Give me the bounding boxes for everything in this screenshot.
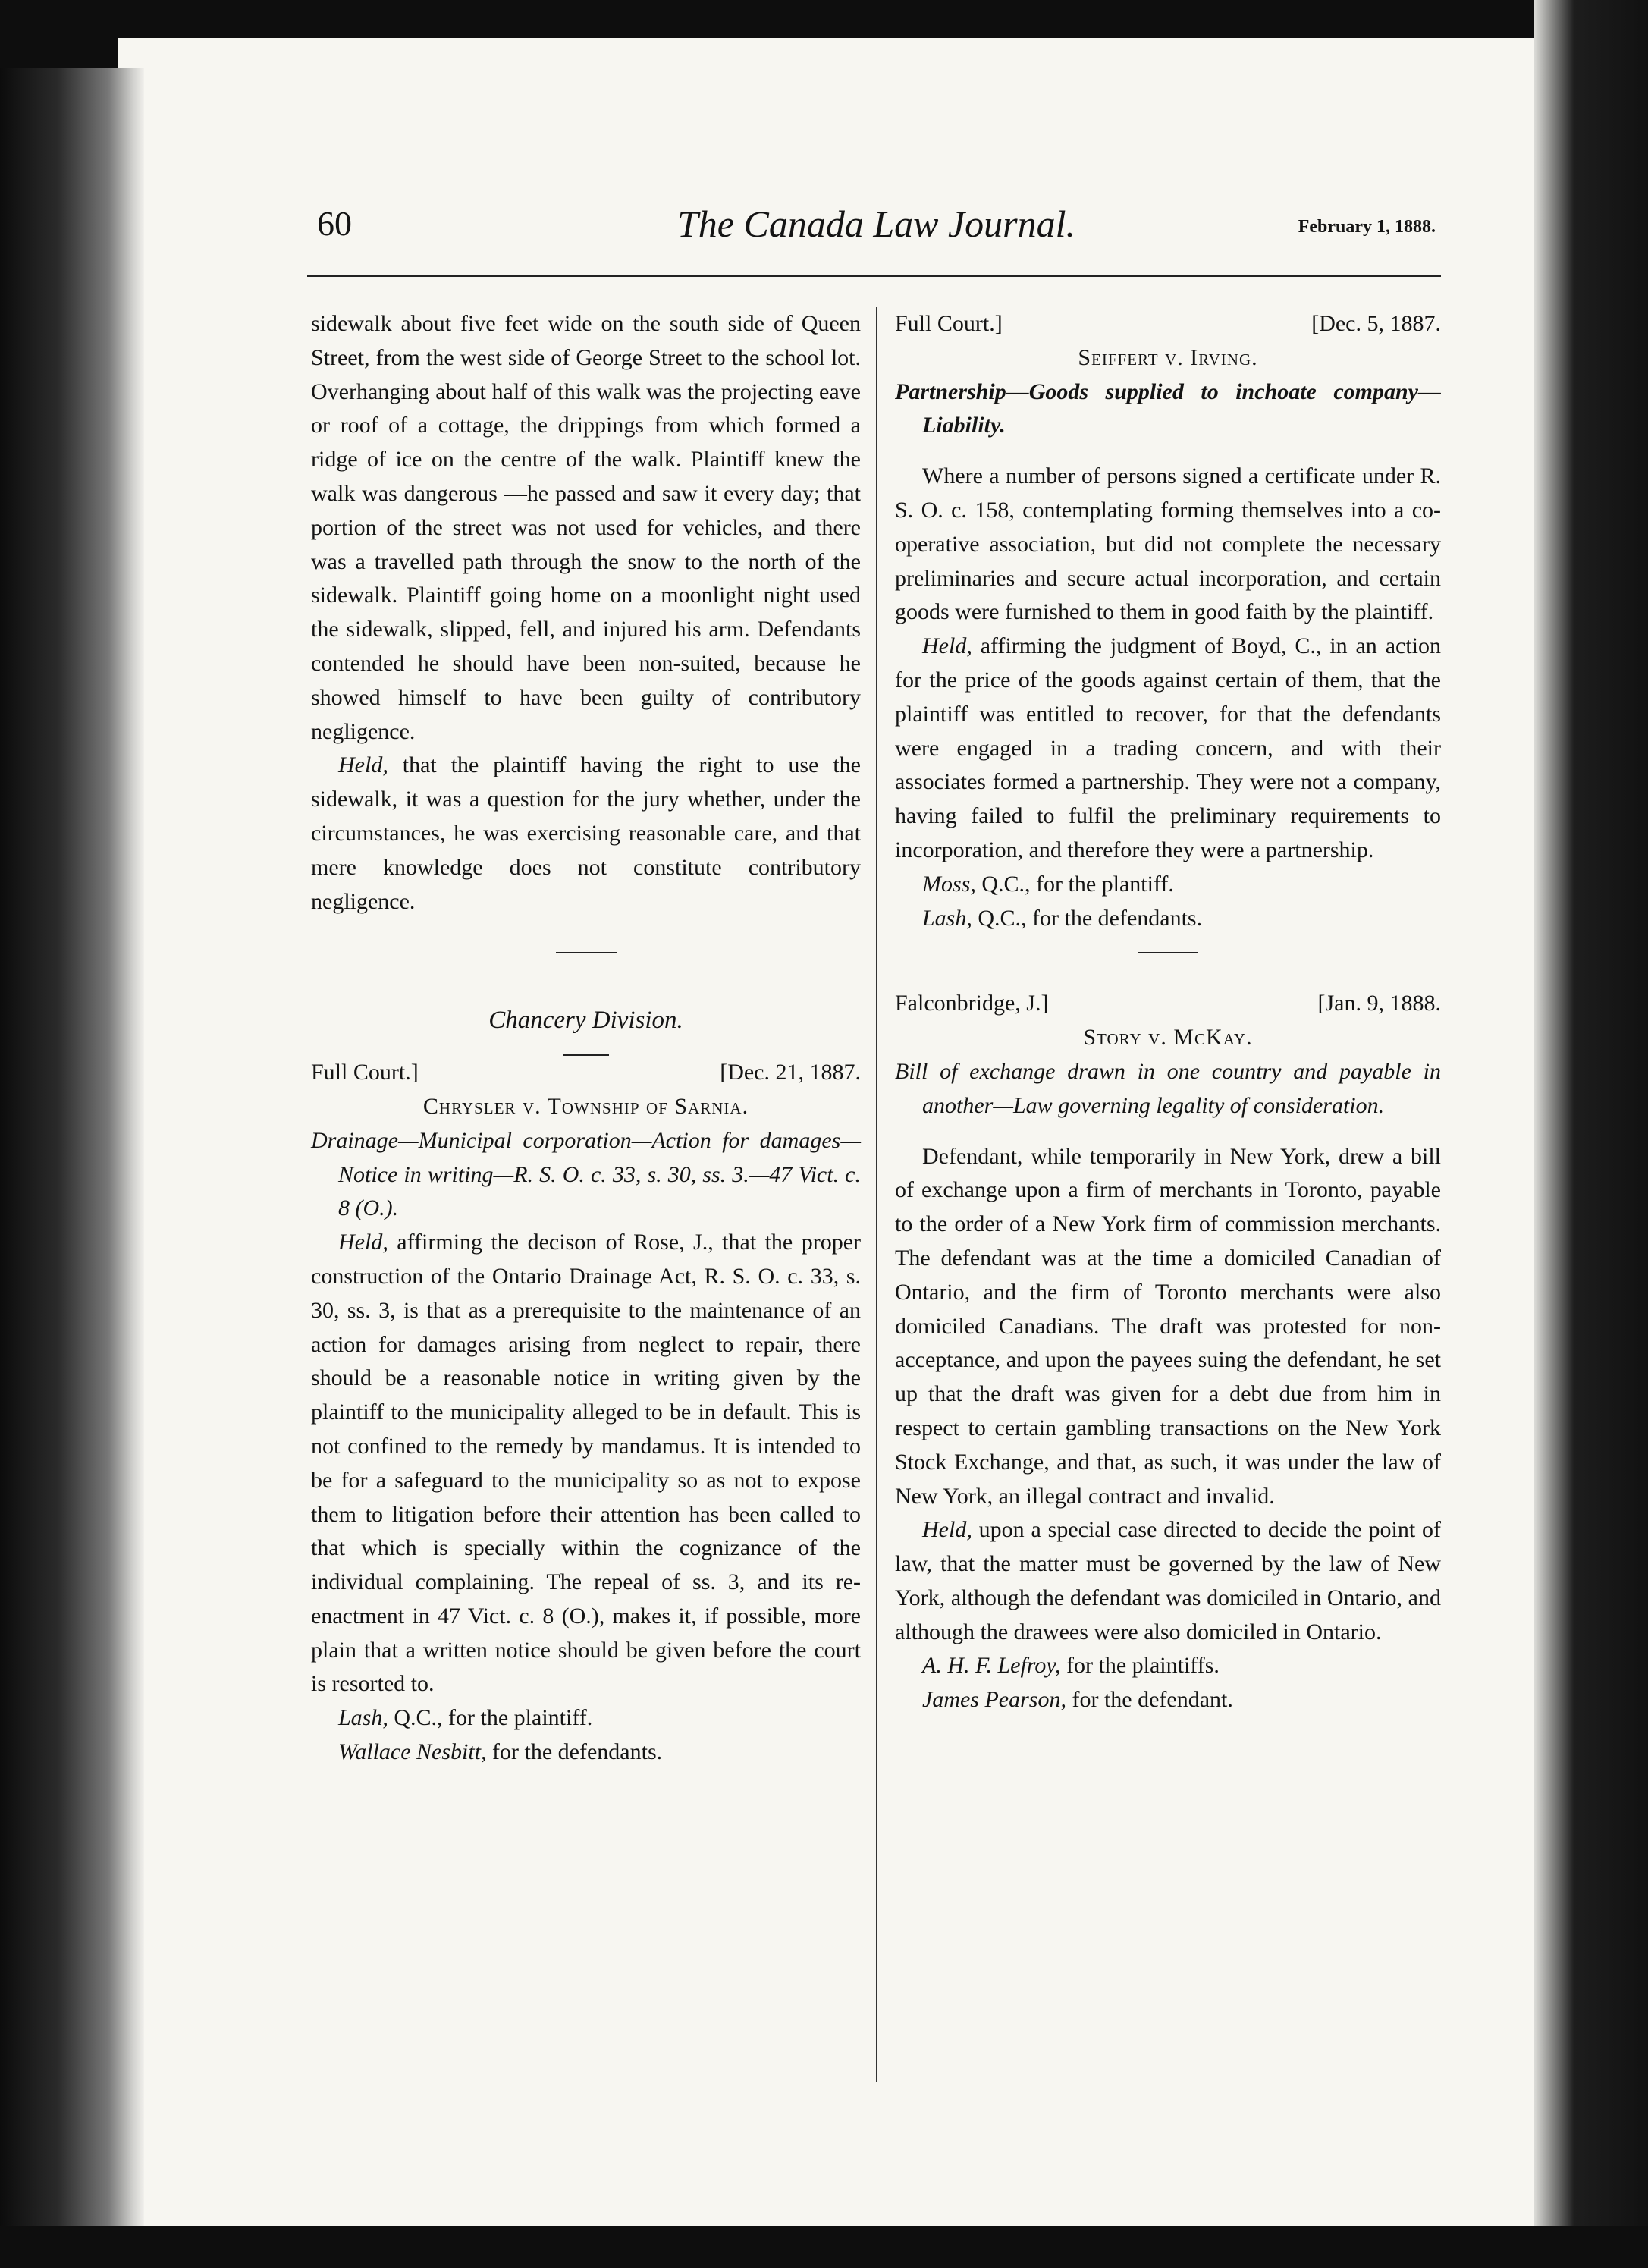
- court-name: Full Court.]: [895, 311, 1003, 336]
- held-label: Held,: [338, 1230, 388, 1255]
- held-label: Held,: [338, 752, 388, 778]
- counsel-name: Lash,: [922, 905, 972, 931]
- court-name: Full Court.]: [311, 1060, 419, 1085]
- counsel-name: Lash,: [338, 1705, 388, 1731]
- page-number: 60: [317, 204, 352, 243]
- scan-right-edge: [1534, 0, 1648, 2268]
- counsel-line: [895, 1649, 1441, 1683]
- case-title: Story v. McKay.: [1083, 1025, 1253, 1051]
- court-line: [311, 1056, 861, 1090]
- column-divider: [876, 307, 877, 2082]
- counsel-role: for the plaintiffs.: [1060, 1653, 1220, 1679]
- judgment-text: upon a special case directed to decide the point of law, that the matter must be governed by the law of New York, although the defendant was domiciled in Ontario, and although the drawees were also domiciled in Ontario.: [895, 1517, 1441, 1644]
- court-date: [Dec. 21, 1887.: [720, 1060, 861, 1085]
- court-line: [895, 307, 1441, 341]
- court-name: Falconbridge, J.]: [895, 991, 1049, 1016]
- scan-bottom-edge: [0, 2226, 1648, 2268]
- running-header: [317, 203, 1436, 256]
- book-spine: [0, 68, 144, 2268]
- held-label: Held,: [922, 633, 972, 659]
- judgment-paragraph: [895, 630, 1441, 868]
- judgment-paragraph: [895, 1513, 1441, 1649]
- left-column: [311, 307, 861, 1770]
- judgment-text: affirming the decison of Rose, J., that the proper construction of the Ontario Drainage Act, R. S. O. c. 33, s. 30, ss. 3, is that as a prerequisite to the maintenance of an action for damages arising from neglect to repair, there should be a reasonable notice in writing given by the plaintiff to the municipality alleged to be in default. This is not confined to the remedy by mandamus. It is intended to be for a safeguard to the municipality so as not to expose them to litigation before their attention has been called to that which is specially within the cognizance of the individual complaining. The repeal of ss. 3, and its re-enactment in 47 Vict. c. 8 (O.), makes it, if possible, more plain that a written notice should be given before the court is resorted to.: [311, 1230, 861, 1697]
- header-rule: [307, 275, 1441, 277]
- division-heading: Chancery Division.: [488, 1007, 683, 1035]
- continued-paragraph: sidewalk about five feet wide on the south side of Queen Street, from the west side of George Street to the school lot. Overhanging about half of this walk was the projecting eave or roof of a cottage, the drippings from which formed a ridge of ice on the centre of the walk. Plaintiff knew the walk was dangerous —he passed and saw it every day; that portion of the street was not used for vehicles, and there was a travelled path through the snow to the north of the sidewalk. Plaintiff going home on a moonlight night used the sidewalk, slipped, fell, and injured his arm. Defendants contended he should have been non-suited, because he showed himself to have been guilty of contributory negligence.: [311, 311, 861, 744]
- headnote: Drainage—Municipal corporation—Action for damages—Notice in writing—R. S. O. c. 33, s. 30, ss. 3.—47 Vict. c. 8 (O.).: [311, 1127, 861, 1221]
- journal-title: The Canada Law Journal.: [676, 203, 1076, 245]
- judgment-paragraph: [311, 1226, 861, 1701]
- counsel-line: [895, 902, 1441, 936]
- held-paragraph: [311, 749, 861, 919]
- counsel-role: Q.C., for the defendants.: [972, 905, 1203, 931]
- facts-paragraph: Defendant, while temporarily in New York, drew a bill of exchange upon a firm of merchants in Toronto, payable to the order of a New York firm of commission merchants. The defendant was at the time a domiciled Canadian of Ontario, and the firm of Toronto merchants were also domiciled Canadians. The draft was protested for non-acceptance, and upon the payees suing the defendant, he set up that the draft was given for a debt due from him in respect to certain gambling transactions on the New York Stock Exchange, and that, as such, it was under the law of New York, an illegal contract and invalid.: [895, 1143, 1441, 1509]
- case-title: Seiffert v. Irving.: [1078, 344, 1258, 370]
- court-date: [Dec. 5, 1887.: [1311, 311, 1441, 336]
- counsel-line: [311, 1701, 861, 1736]
- held-label: Held,: [922, 1517, 972, 1543]
- counsel-line: [895, 1683, 1441, 1717]
- counsel-name: Wallace Nesbitt,: [338, 1739, 487, 1765]
- court-date: [Jan. 9, 1888.: [1317, 991, 1441, 1016]
- court-line: [895, 987, 1441, 1021]
- counsel-line: [895, 868, 1441, 902]
- counsel-name: Moss,: [922, 871, 976, 897]
- counsel-line: [311, 1736, 861, 1770]
- held-text: that the plaintiff having the right to use the sidewalk, it was a question for the jury whether, under the circumstances, he was exercising reasonable care, and that mere knowledge does not constitute contributory negligence.: [311, 752, 861, 914]
- counsel-role: Q.C., for the plantiff.: [975, 871, 1174, 897]
- counsel-role: for the defendant.: [1066, 1687, 1233, 1713]
- issue-date: February 1, 1888.: [1298, 217, 1436, 237]
- counsel-name: James Pearson,: [922, 1687, 1066, 1713]
- judgment-text: affirming the judgment of Boyd, C., in an action for the price of the goods against certain of them, that the plaintiff was entitled to recover, for that the defendants were engaged in a trading concern, and with their associates formed a partnership. They were not a company, having failed to fulfil the preliminary requirements to incorporation, and therefore they were a partnership.: [895, 633, 1441, 862]
- case-title: Chrysler v. Township of Sarnia.: [422, 1093, 749, 1119]
- headnote: Bill of exchange drawn in one country and payable in another—Law governing legality of consideration.: [895, 1058, 1441, 1118]
- headnote: Partnership—Goods supplied to inchoate company—Liability.: [895, 379, 1441, 438]
- counsel-role: Q.C., for the plaintiff.: [388, 1705, 593, 1731]
- facts-paragraph: Where a number of persons signed a certificate under R. S. O. c. 158, contemplating forming themselves into a co-operative association, but did not complete the necessary preliminaries and secure actual incorporation, and certain goods were furnished to them in good faith by the plaintiff.: [895, 463, 1441, 625]
- right-column: [895, 307, 1441, 1717]
- counsel-role: for the defendants.: [486, 1739, 663, 1765]
- counsel-name: A. H. F. Lefroy,: [922, 1653, 1061, 1679]
